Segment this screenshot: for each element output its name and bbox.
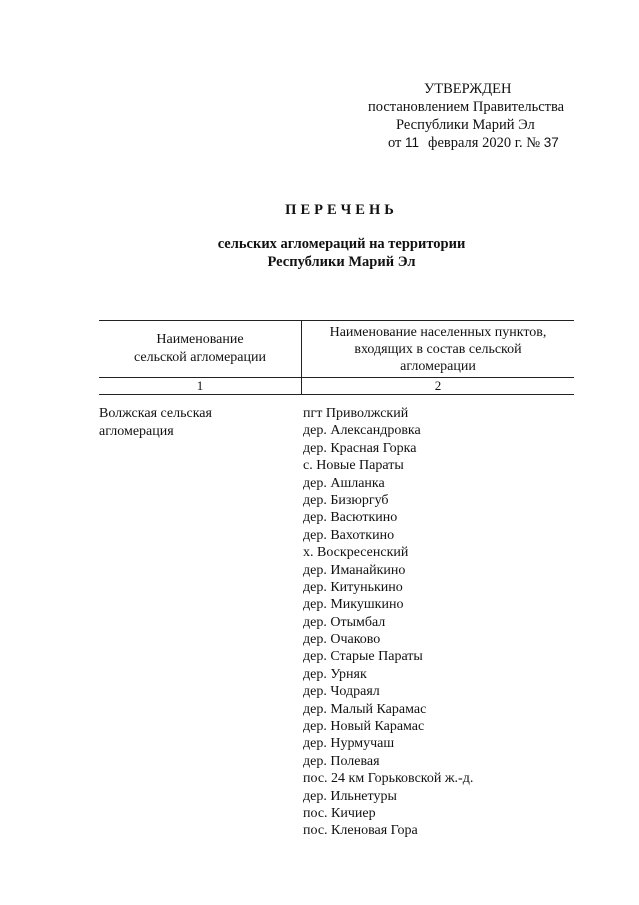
header-col-settlements bbox=[302, 321, 574, 377]
header-col2-line1: Наименование населенных пунктов, bbox=[329, 325, 547, 340]
settlement-item: х. Воскресенский bbox=[303, 545, 409, 561]
agglomeration-name-line2: агломерация bbox=[99, 424, 174, 439]
settlement-item: дер. Александровка bbox=[303, 423, 421, 439]
approval-stamp bbox=[360, 80, 590, 152]
settlement-item: дер. Микушкино bbox=[303, 597, 404, 613]
header-col1-line2: сельской агломерации bbox=[134, 350, 266, 365]
column-numbers-row bbox=[99, 378, 574, 395]
agglomeration-name-line1: Волжская сельская bbox=[99, 406, 212, 421]
agglomeration-table bbox=[99, 320, 574, 840]
approval-date-prefix: от bbox=[388, 135, 402, 151]
subtitle-line-1: сельских агломераций на территории bbox=[217, 236, 466, 252]
settlement-item: дер. Бизюргуб bbox=[303, 492, 389, 508]
header-col-agglomeration bbox=[99, 321, 302, 377]
settlement-item: дер. Очаково bbox=[303, 632, 381, 648]
column-number-2: 2 bbox=[434, 378, 442, 393]
settlement-item: дер. Васюткино bbox=[303, 510, 398, 526]
header-col2-line2: входящих в состав сельской bbox=[354, 342, 522, 357]
settlement-item: дер. Вахоткино bbox=[303, 527, 395, 543]
approval-month-year: февраля 2020 г. № bbox=[428, 135, 541, 151]
settlement-item: пгт Приволжский bbox=[303, 406, 409, 421]
settlement-item: дер. Нурмучаш bbox=[303, 736, 395, 752]
agglomeration-name bbox=[99, 405, 303, 840]
settlement-item: дер. Китунькино bbox=[303, 579, 403, 595]
settlement-item: дер. Ильнетуры bbox=[303, 788, 397, 804]
table-row bbox=[99, 405, 574, 840]
settlement-item: дер. Ашланка bbox=[303, 475, 385, 491]
table-header bbox=[99, 320, 574, 378]
settlement-item: дер. Отымбал bbox=[303, 614, 386, 630]
settlement-item: дер. Малый Карамас bbox=[303, 701, 427, 717]
settlement-item: дер. Урняк bbox=[303, 666, 367, 682]
document-subtitle bbox=[0, 235, 639, 271]
approval-decree-line: постановлением Правительства bbox=[368, 99, 565, 115]
subtitle-line-2: Республики Марий Эл bbox=[267, 254, 416, 270]
document-title: ПЕРЕЧЕНЬ bbox=[285, 202, 398, 218]
settlement-list bbox=[303, 405, 574, 840]
approval-title: УТВЕРЖДЕН bbox=[424, 81, 512, 97]
approval-day: 11 bbox=[405, 135, 420, 150]
header-col1-line1: Наименование bbox=[156, 332, 244, 347]
settlement-item: дер. Иманайкино bbox=[303, 562, 406, 578]
settlement-item: пос. 24 км Горьковской ж.-д. bbox=[303, 771, 474, 787]
settlement-item: дер. Красная Горка bbox=[303, 440, 417, 456]
settlement-item: дер. Старые Параты bbox=[303, 649, 423, 665]
settlement-item: дер. Новый Карамас bbox=[303, 719, 425, 735]
settlement-item: с. Новые Параты bbox=[303, 458, 404, 474]
settlement-item: пос. Кленовая Гора bbox=[303, 823, 418, 839]
approval-date-line bbox=[360, 134, 590, 152]
approval-republic-line: Республики Марий Эл bbox=[396, 117, 535, 133]
settlement-item: дер. Чодраял bbox=[303, 684, 380, 700]
settlement-item: дер. Полевая bbox=[303, 753, 380, 769]
header-col2-line3: агломерации bbox=[400, 359, 476, 374]
approval-number: 37 bbox=[543, 135, 559, 150]
settlement-item: пос. Кичиер bbox=[303, 805, 376, 821]
column-number-1: 1 bbox=[99, 378, 302, 394]
